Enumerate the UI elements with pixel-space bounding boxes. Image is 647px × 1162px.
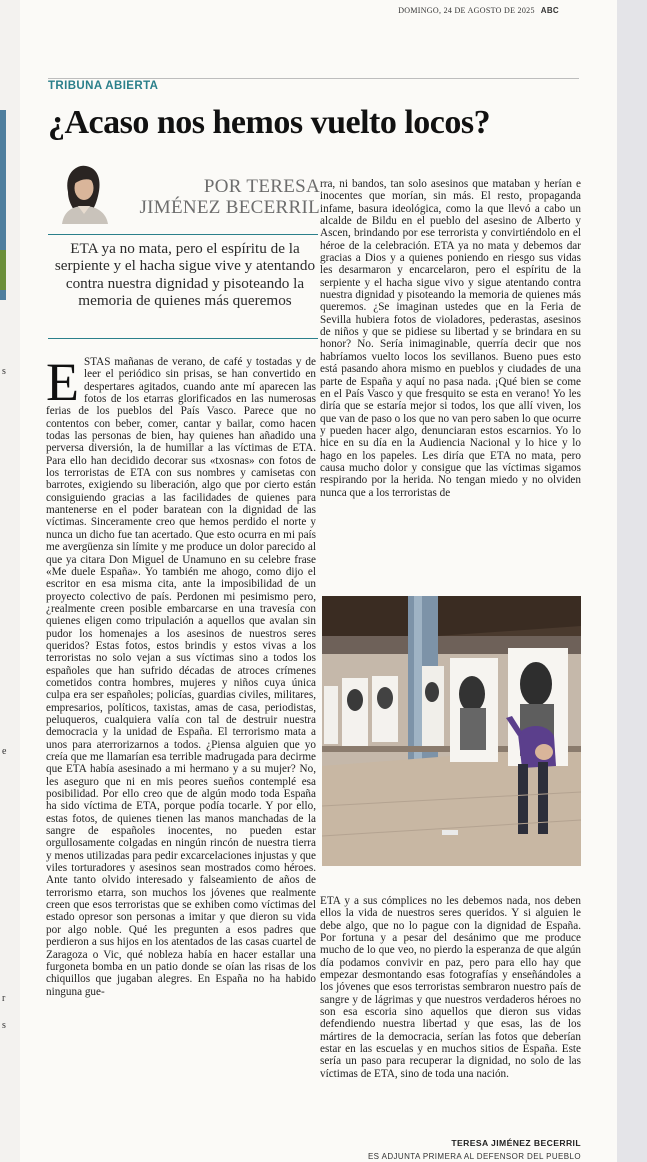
section-label: TRIBUNA ABIERTA xyxy=(48,80,159,92)
author-byline xyxy=(120,176,320,218)
body-column-2-top xyxy=(320,178,581,572)
author-box xyxy=(48,162,320,232)
body-text-1: STAS mañanas de verano, de café y tostadas y de leer el periódico sin prisas, se han convertido en despertares agitados, cuando ante mí aparecen las fotos de los etarras glorificados en las numerosas ferias de los pueblos del País Vasco. Parece que no contentos con beber, comer, cantar y bailar, como hacen todas las personas de bien, hay quienes han añadido una perversa diversión, la de humillar a las víctimas de ETA. Para ello han decidido decorar sus «txosnas» con fotos de los terroristas de ETA con sus nombres y camisetas con barrotes, exigiendo su liberación, algo que por cierto están consiguiendo gracias a las facilidades de quienes para mantenerse en el poder baratean con la dignidad de las víctimas. Sinceramente creo que hemos perdido el norte y nunca un dicho fue tan acertado. Que esto ocurra en mi país me avergüenza sin límite y me produce un dolor parecido al que ya citara Don Miguel de Unamuno en su celebre frase «Me duele España». Yo también me ahogo, como dijo el escritor en esa misma cita, ante la imposibilidad de un proyecto colectivo de país. Perdonen mi pesimismo pero, ¿realmente creen posible embarcarse en una travesía con quienes eligen como tripulación a aquellos que avalan sin pudor los homenajes a los asesinos de nuestros seres queridos? Estas fotos, estos brindis y estos vivas a los terroristas no solo vejan a sus víctimas sino a todos los españoles que han sufrido décadas de atroces crímenes cometidos contra hombres, mujeres y niños cuya única culpa era ser españoles; policías, guardias civiles, militares, empresarios, políticos, taxistas, amas de casa, periodistas, peluqueros, cualquiera valía con tal de destruir nuestra democracia y la unidad de España. El terrorismo mata a unos para aterrorizarnos a todos. ¿Piensa alguien que yo creía que me llamarían esa terrible madrugada para decirme que ETA había asesinado a mi hermano y a su mujer? No, les aseguro que ni en mis peores sueños contemplé esa posibilidad. Por ello creo que de algún modo toda España ha sido víctima de ETA, porque podía tocarle. Y por ello, estas fotos, de quienes tienen las manos manchadas de la sangre de españoles inocentes, no pueden estar orgullosamente colgadas en ningún rincón de nuestra tierra y menos utilizadas para pedir excarcelaciones injustas y que viles torturadores y asesinos sean mostrados como héroes. Ante tanto olvido interesado y falseamiento de años de terrorismo etarra, son muchos los jóvenes que realmente creen que esos terroristas que se exhiben como víctimas del estado opresor son personas a imitar y que dieron su vida por algo noble. Qué les pregunten a esos padres que perdieron a sus hijos en los atentados de las casas cuartel de Zaragoza o Vic, qué nobleza había en hacer estallar una furgoneta bomba en un patio donde se oían las risas de los chiquillos que jugaban alegres. En España no ha habido ninguna gue- xyxy=(46,356,316,998)
newspaper-page xyxy=(20,0,617,1162)
page-gutter xyxy=(617,0,647,1162)
margin-letter: s xyxy=(2,366,6,377)
body-text-2: rra, ni bandos, tan solo asesinos que mataban y herían e inocentes que morían, sin más. El resto, propaganda infame, basura ideológica, como la que llevó a cabo un alcalde de Bildu en el pueblo del asesino de Alberto y Ascen, brindando por ese terrorista y convirtiéndolo en el héroe de la celebración. ETA ya no mata y debemos dar gracias a Dios y a quienes poniendo en riesgo sus vidas les desarmaron y encarcelaron, pero el espíritu de la serpiente y el hacha sigue vivo y sigue atentando contra nuestra dignidad y pisoteando la memoria de quienes más queremos. ¿Se imaginan ustedes que en la Feria de Sevilla hubiera fotos de violadores, pederastas, asesinos de niños y que se pidiese su libertad y se brindara en su honor? No. Sería inimaginable, querría decir que nos habríamos vuelto locos los sevillanos. Bueno pues esto está pasando ahora mismo en pueblos y ciudades de una parte de España y aquí no pasa nada. ¡Qué bien se come en el País Vasco y que fresquito se esta en verano! Yo les diría que se estaría mejor si todos, los que allí viven, los que van de paso o los que no van pero saben lo que ocurre y pueden hacer algo, denunciaran estos escarnios. Yo lo hice en su día en la Audiencia Nacional y lo hice y lo hago en los papeles. Les diría que ETA no mata, pero causa mucho dolor y consigue que las víctimas sigamos respirando por la herida. No tengan miedo y no olviden nunca que a los terroristas de xyxy=(320,178,581,499)
margin-letter: e xyxy=(2,746,7,757)
body-column-2-bottom xyxy=(320,895,581,1135)
article-photo xyxy=(322,596,581,866)
author-role: ES ADJUNTA PRIMERA AL DEFENSOR DEL PUEBLO xyxy=(367,1152,581,1161)
adjacent-page-strip xyxy=(0,0,20,1162)
headline: ¿Acaso nos hemos vuelto locos? xyxy=(48,104,491,141)
lede-rule-top xyxy=(48,234,318,235)
margin-letter: s xyxy=(2,1020,6,1031)
page-folio xyxy=(398,6,559,15)
margin-letter: r xyxy=(2,993,6,1004)
lede: ETA ya no mata, pero el espíritu de la serpiente y el hacha sigue vive y atentando contra nuestra dignidad y pisoteando la memoria de quienes más queremos xyxy=(54,240,316,310)
byline-line-1: POR TERESA xyxy=(203,176,320,197)
adjacent-photo-edge-2 xyxy=(0,250,6,290)
drop-cap: E xyxy=(46,356,79,412)
body-text-3: ETA y a sus cómplices no les debemos nada, nos deben ellos la vida de nuestros seres queridos. Y si alguien le debe algo, que no lo pague con la dignidad de España. Por fortuna y a pesar del desánimo que me produce mucho de lo que veo, no pierdo la esperanza de que algún día podamos convivir en paz, pero para ello hay que empezar desmontando esas fotografías y enseñándoles a los jóvenes que esos terroristas sembraron nuestro país de sangre y de lágrimas y que nuestros verdaderos héroes no son esa escoria sino aquellos que dieron sus vidas defendiendo nuestra libertad y que esas, las de los mártires de la democracia, serían las fotos que deberían estar en las escuelas y en muchos sitios de España. Este sería un paso para recuperar la dignidad, no solo de las víctimas de ETA, sino de toda una nación. xyxy=(320,895,581,1080)
section-rule xyxy=(48,78,579,79)
author-portrait xyxy=(54,162,110,224)
author-signature: TERESA JIMÉNEZ BECERRIL xyxy=(451,1138,581,1148)
byline-line-2: JIMÉNEZ BECERRIL xyxy=(139,197,320,218)
issue-date: DOMINGO, 24 DE AGOSTO DE 2025 xyxy=(398,6,535,15)
body-column-1 xyxy=(46,356,316,1162)
lede-rule-bottom xyxy=(48,338,318,339)
publication-name: ABC xyxy=(540,6,559,15)
